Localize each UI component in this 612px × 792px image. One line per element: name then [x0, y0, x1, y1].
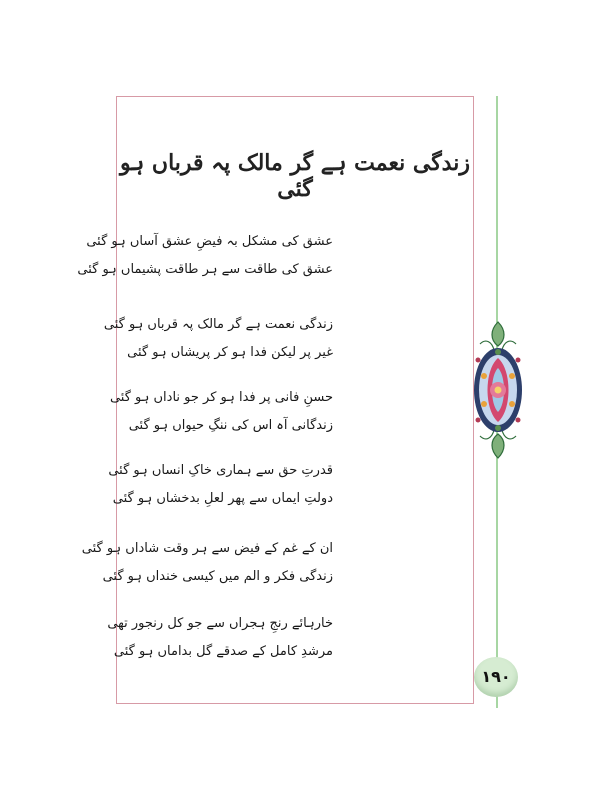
stanza-5 [81, 535, 333, 591]
verse-line: مرشدِ کامل کے صدقے گل بداماں ہو گئی [113, 644, 333, 659]
verse-line: زندگی فکر و الم میں کیسی خنداں ہو گئی [102, 569, 333, 584]
verse-line: غیر پر لیکن فدا ہو کر پریشاں ہو گئی [127, 345, 333, 360]
verse-line: زندگانی آہ اس کی ننگِ حیواں ہو گئی [128, 418, 333, 433]
page-number-badge: ۱۹۰ [474, 657, 518, 697]
verse-line: حسنِ فانی پر فدا ہو کر جو ناداں ہو گئی [109, 390, 333, 405]
stanza-3 [109, 384, 333, 440]
verse-line: دولتِ ایماں سے پھر لعلِ بدخشاں ہو گئی [112, 491, 333, 506]
verse-line: عشق کی طاقت سے ہر طاقت پشیماں ہو گئی [77, 262, 333, 277]
poem-title: زندگی نعمت ہے گر مالک پہ قرباں ہو گئی [120, 150, 470, 202]
verse-line: ان کے غم کے فیض سے ہر وقت شاداں ہو گئی [81, 541, 333, 556]
stanza-4 [108, 457, 333, 513]
verse-line: عشق کی مشکل بہ فیضِ عشق آساں ہو گئی [86, 234, 333, 249]
stanza-1 [77, 228, 333, 284]
verse-line: خارہائے رنجِ ہجراں سے جو کل رنجور تھی [107, 616, 333, 631]
stanza-2 [103, 311, 333, 367]
stanza-6 [107, 610, 333, 666]
floral-medallion-icon [472, 320, 524, 464]
verse-line: قدرتِ حق سے ہماری خاکِ انساں ہو گئی [108, 463, 333, 478]
verse-line: زندگی نعمت ہے گر مالک پہ قرباں ہو گئی [103, 317, 333, 332]
